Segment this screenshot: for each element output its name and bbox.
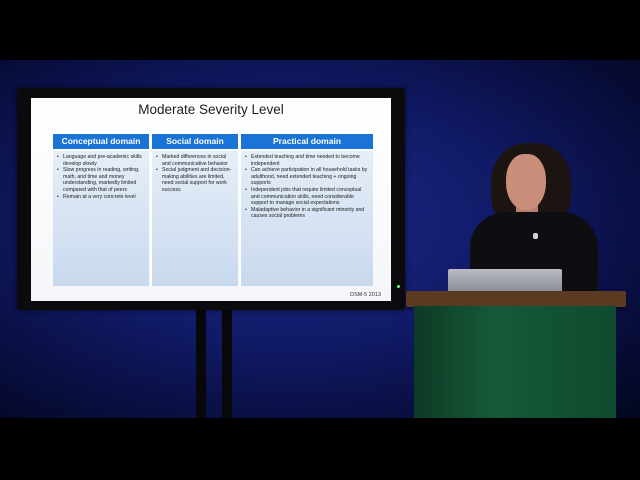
list-item: • Social judgment and decision-making abilities are limited, need social support for work success (162, 167, 234, 193)
domain-table (53, 134, 373, 286)
list-item: • Slow progress in reading, writing, math, and time and money understanding, markedly limited compared with that of peers (63, 167, 145, 193)
list-item: • Remain at a very concrete level (63, 194, 145, 201)
monitor-stand-left (196, 310, 206, 418)
podium (414, 306, 616, 418)
slide-title: Moderate Severity Level (138, 102, 284, 117)
lapel-pin (533, 233, 538, 239)
practical-column (241, 134, 373, 286)
presenter-face (506, 154, 546, 210)
list-item: • Extended teaching and time needed to become independent (251, 154, 369, 167)
social-heading: Social domain (152, 134, 238, 149)
conceptual-column (53, 134, 149, 286)
list-item: • Independent jobs that require limited conceptual and communication skills, need considerable support to manage social expectations (251, 187, 369, 207)
presentation-monitor (17, 88, 405, 310)
power-led (397, 285, 400, 288)
monitor-stand-right (222, 310, 232, 418)
list-item: • Language and pre-academic skills develop slowly (63, 154, 145, 167)
letterbox-top (0, 0, 640, 60)
practical-body (241, 151, 373, 286)
letterbox-bottom (0, 418, 640, 480)
list-item: • Marked differences in social and communicative behavior (162, 154, 234, 167)
podium-top (406, 291, 626, 307)
social-body (152, 151, 238, 286)
laptop (448, 269, 562, 291)
list-item: • Can achieve participation in all household tasks by adulthood, need extended teaching + ongoing supports (251, 167, 369, 187)
social-column (152, 134, 238, 286)
list-item: • Maladaptive behavior in a significant minority and causes social problems (251, 207, 369, 220)
conceptual-body (53, 151, 149, 286)
slide-footer: DSM-5 2013 (350, 292, 381, 298)
practical-heading: Practical domain (241, 134, 373, 149)
conceptual-heading: Conceptual domain (53, 134, 149, 149)
slide-screen (31, 98, 391, 301)
